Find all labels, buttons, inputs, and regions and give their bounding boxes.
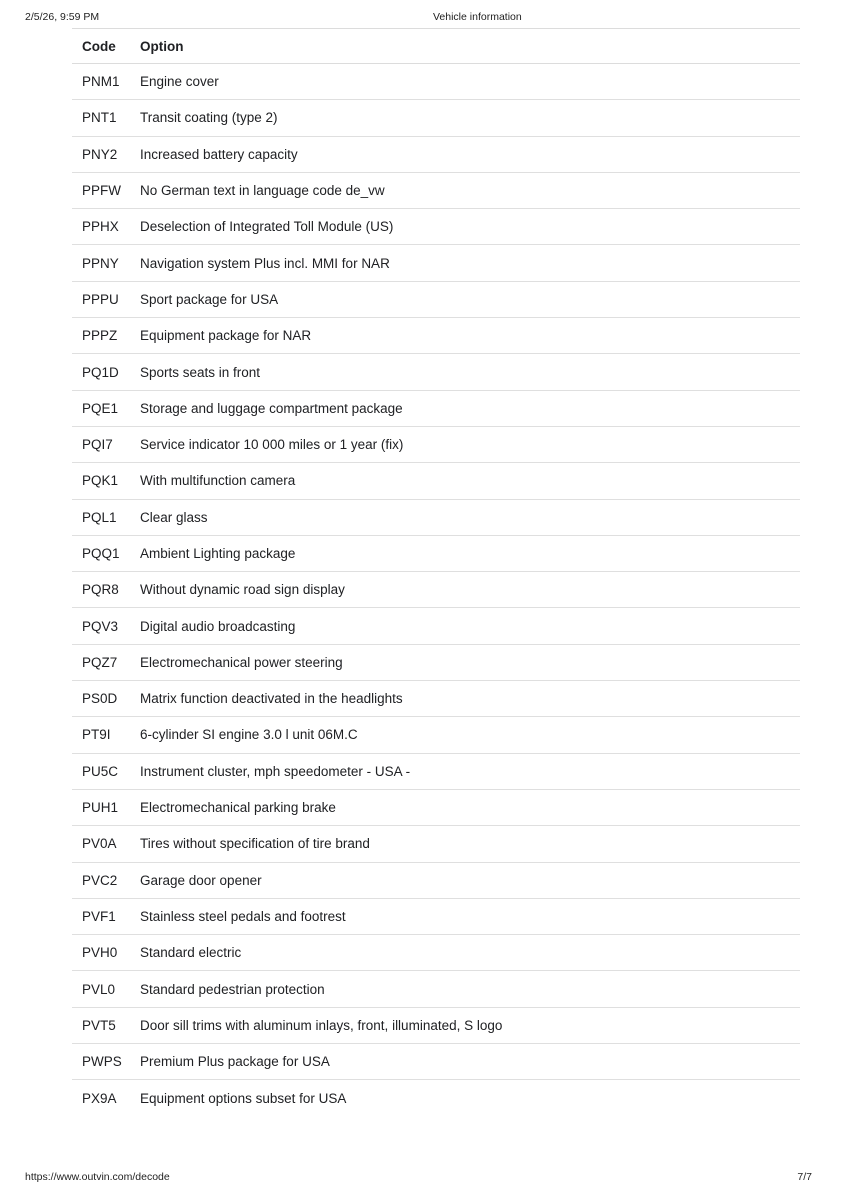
table-row [72,137,800,173]
table-row [72,391,800,427]
table-row [72,282,800,318]
option-cell: Stainless steel pedals and footrest [140,908,346,924]
option-cell: Sports seats in front [140,364,261,380]
table-row [72,318,800,354]
print-datetime: 2/5/26, 9:59 PM [25,11,100,23]
table-row [72,463,800,499]
table-row [72,608,800,644]
table-row [72,173,800,209]
table-row [72,826,800,862]
code-cell: PVL0 [82,981,116,997]
column-header-code: Code [82,38,116,54]
table-row [72,64,800,100]
table-row [72,899,800,935]
table-row [72,100,800,136]
option-cell: Engine cover [140,74,219,90]
option-cell: Navigation system Plus incl. MMI for NAR [140,255,390,271]
table-row [72,1080,800,1116]
code-cell: PQK1 [82,473,119,489]
code-cell: PQQ1 [82,546,120,561]
option-cell: Service indicator 10 000 miles or 1 year (fix) [140,437,404,453]
option-cell: Clear glass [140,509,208,525]
code-cell: PQL1 [82,509,117,525]
code-cell: PVF1 [82,908,116,924]
table-row [72,245,800,281]
code-cell: PPFW [82,183,121,199]
code-cell: PVC2 [82,872,118,888]
option-cell: 6-cylinder SI engine 3.0 l unit 06M.C [140,727,358,743]
code-cell: PU5C [82,763,119,779]
option-cell: Door sill trims with aluminum inlays, front, illuminated, S logo [140,1017,503,1033]
table-row [72,536,800,572]
column-header-option: Option [140,38,184,54]
code-cell: PT9I [82,727,111,743]
option-cell: Tires without specification of tire brand [140,836,370,852]
code-cell: PQI7 [82,437,113,453]
code-cell: PS0D [82,691,118,707]
code-cell: PWPS [82,1054,122,1070]
table-row [72,754,800,790]
print-footer [0,1171,848,1185]
option-cell: Transit coating (type 2) [140,110,278,126]
vehicle-options-table [72,28,800,1117]
option-cell: Increased battery capacity [140,146,298,162]
table-body [72,64,800,1117]
code-cell: PUH1 [82,800,119,816]
table-row [72,863,800,899]
table-row [72,971,800,1007]
option-cell: Standard pedestrian protection [140,981,325,997]
code-cell: PNM1 [82,74,120,90]
code-cell: PVH0 [82,945,118,961]
code-cell: PPPU [82,291,119,307]
option-cell: Without dynamic road sign display [140,582,345,598]
table-header-row [72,28,800,64]
table-row [72,1008,800,1044]
option-cell: Deselection of Integrated Toll Module (US) [140,219,394,235]
table-row [72,1044,800,1080]
option-cell: No German text in language code de_vw [140,183,385,199]
code-cell: PVT5 [82,1017,116,1033]
code-cell: PQV3 [82,618,119,634]
table-row [72,935,800,971]
code-cell: PPNY [82,255,119,271]
code-cell: PX9A [82,1090,117,1106]
code-cell: PNY2 [82,146,118,162]
option-cell: Matrix function deactivated in the headlights [140,691,403,707]
option-cell: Equipment options subset for USA [140,1090,347,1106]
code-cell: PNT1 [82,110,117,126]
option-cell: Electromechanical power steering [140,654,343,670]
option-cell: Storage and luggage compartment package [140,400,403,416]
option-cell: Digital audio broadcasting [140,618,296,634]
code-cell: PV0A [82,836,117,852]
code-cell: PQE1 [82,400,119,416]
document-title: Vehicle information [433,11,522,23]
option-cell: Garage door opener [140,872,262,888]
option-cell: Ambient Lighting package [140,546,296,561]
code-cell: PQ1D [82,364,119,380]
option-cell: With multifunction camera [140,473,296,489]
table-row [72,681,800,717]
code-cell: PPPZ [82,328,118,344]
option-cell: Electromechanical parking brake [140,800,336,816]
page-number: 7/7 [797,1171,812,1183]
table-row [72,209,800,245]
code-cell: PPHX [82,219,119,235]
option-cell: Equipment package for NAR [140,328,312,344]
option-cell: Premium Plus package for USA [140,1054,330,1070]
option-cell: Standard electric [140,945,242,961]
code-cell: PQZ7 [82,654,118,670]
table-row [72,717,800,753]
table-row [72,645,800,681]
print-header [0,11,848,25]
source-url: https://www.outvin.com/decode [25,1171,170,1183]
table-row [72,427,800,463]
table-row [72,500,800,536]
table-row [72,354,800,390]
option-cell: Sport package for USA [140,291,279,307]
table-row [72,572,800,608]
code-cell: PQR8 [82,582,119,598]
option-cell: Instrument cluster, mph speedometer - USA - [140,763,411,779]
table-row [72,790,800,826]
